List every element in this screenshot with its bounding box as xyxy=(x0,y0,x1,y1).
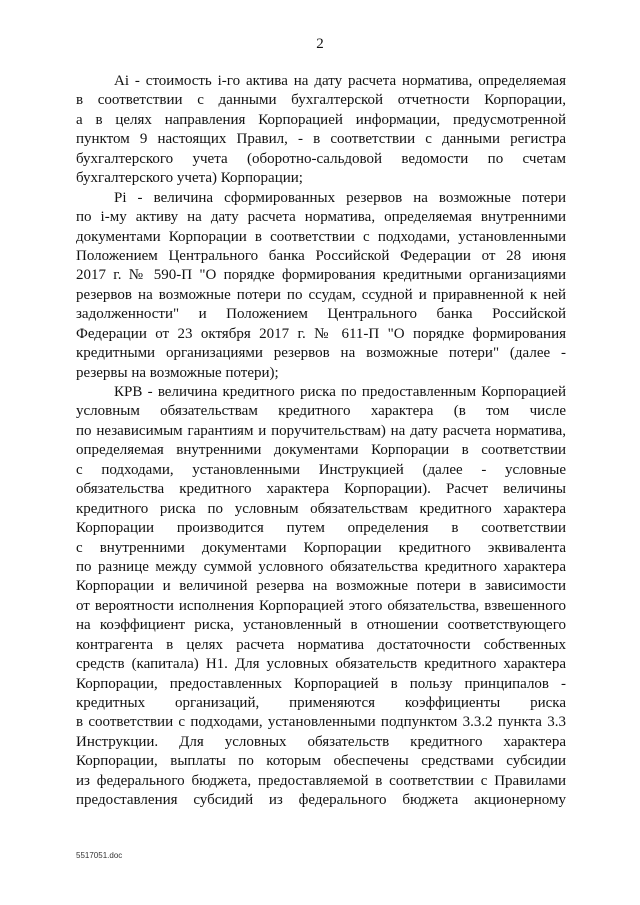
text-line: по разнице между суммой условного обязательства кредитного характера xyxy=(76,558,566,575)
page-number: 2 xyxy=(316,36,324,52)
text-line: в соответствии с данными бухгалтерской отчетности Корпорации, xyxy=(76,92,566,109)
text-line: Корпорации, выплаты по которым обеспечены средствами субсидии xyxy=(76,753,566,770)
text-line: Федерации от 23 октября 2017 г. № 611-П "О порядке формирования xyxy=(76,325,566,342)
text-line: кредитными организациями резервов на возможные потери" (далее - xyxy=(76,345,566,362)
text-line: а в целях направления Корпорацией информации, предусмотренной xyxy=(76,111,566,128)
text-line: бухгалтерского учета) Корпорации; xyxy=(76,170,303,187)
text-line: по независимым гарантиям и поручительствам) на дату расчета норматива, xyxy=(76,422,566,439)
text-line: по i-му активу на дату расчета норматива, определяемая внутренними xyxy=(76,209,566,226)
text-line: КРВ - величина кредитного риска по предоставленным Корпорацией xyxy=(114,384,566,400)
text-line: Инструкции. Для условных обязательств кредитного характера xyxy=(76,733,566,750)
text-line: Положением Центрального банка Российской Федерации от 28 июня xyxy=(76,247,566,264)
text-line: средств (капитала) H1. Для условных обязательств кредитного характера xyxy=(76,656,566,673)
text-line: определяемая внутренними документами Корпорации в соответствии xyxy=(76,442,566,459)
text-line: с подходами, установленными Инструкцией (далее - условные xyxy=(76,461,566,478)
text-line: Корпорации и величиной резерва на возможные потери в зависимости xyxy=(76,578,566,595)
text-line: с внутренними документами Корпорации кредитного эквивалента xyxy=(76,539,566,556)
text-line: контрагента в целях расчета норматива достаточности собственных xyxy=(76,636,566,653)
text-line: Pi - величина сформированных резервов на возможные потери xyxy=(114,189,566,206)
text-line: условным обязательствам кредитного характера (в том числе xyxy=(76,403,566,420)
text-line: Ai - стоимость i-го актива на дату расчета норматива, определяемая xyxy=(114,73,566,89)
text-line: резервы на возможные потери); xyxy=(76,364,279,381)
text-line: резервов на возможные потери по ссудам, ссудной и приравненной к ней xyxy=(76,286,566,303)
text-line: кредитного риска по условным обязательствам кредитного характера xyxy=(76,500,566,517)
text-line: Корпорации, предоставленных Корпорацией в пользу принципалов - xyxy=(76,675,566,692)
text-line: из федерального бюджета, предоставляемой в соответствии с Правилами xyxy=(76,772,566,789)
text-line: 2017 г. № 590-П "О порядке формирования кредитными организациями xyxy=(76,267,566,284)
text-line: на коэффициент риска, установленный в отношении соответствующего xyxy=(76,617,566,634)
text-line: в соответствии с подходами, установленными подпунктом 3.3.2 пункта 3.3 xyxy=(76,714,566,731)
text-line: от вероятности исполнения Корпорацией этого обязательства, взвешенного xyxy=(76,597,566,614)
text-line: бухгалтерского учета (оборотно-сальдовой ведомости по счетам xyxy=(76,150,566,167)
text-line: документами Корпорации в соответствии с подходами, установленными xyxy=(76,228,566,245)
file-name-footer: 5517051.doc xyxy=(76,851,123,860)
text-line: задолженности" и Положением Центрального банка Российской xyxy=(76,306,566,323)
document-body xyxy=(76,72,566,811)
text-line: Корпорации производится путем определения в соответствии xyxy=(76,520,566,537)
text-line: пунктом 9 настоящих Правил, - в соответствии с данными регистра xyxy=(76,131,566,148)
text-line: предоставления субсидий из федерального бюджета акционерному xyxy=(76,792,566,809)
text-line: обязательства кредитного характера Корпорации). Расчет величины xyxy=(76,481,566,498)
text-line: кредитных организаций, применяются коэффициенты риска xyxy=(76,695,566,711)
